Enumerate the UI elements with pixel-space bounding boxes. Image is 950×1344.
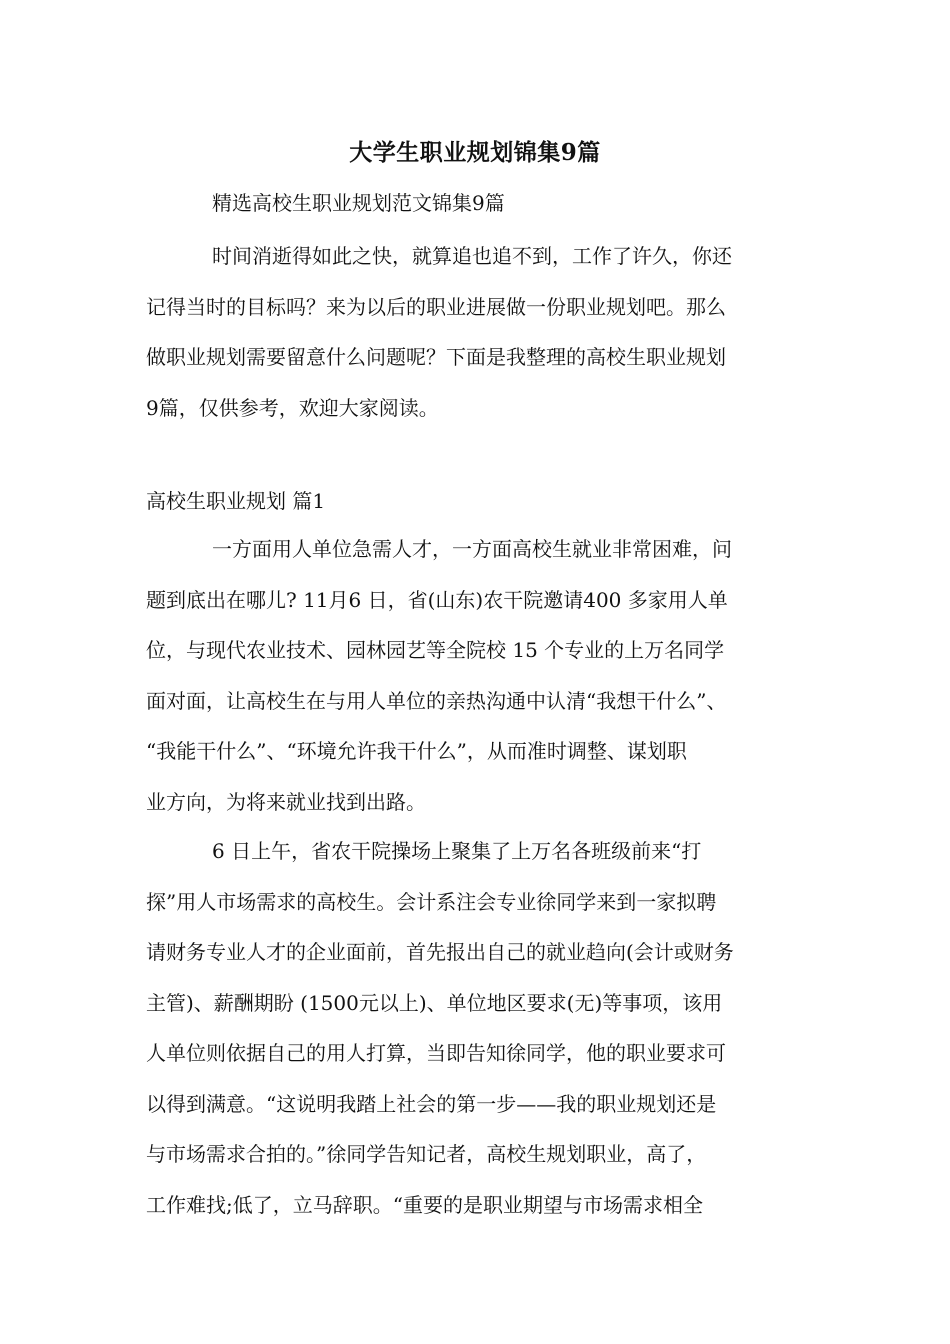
section-heading: 高校生职业规划 篇1	[146, 489, 326, 513]
paragraph-line: 探”用人市场需求的高校生。会计系注会专业徐同学来到一家拟聘	[146, 889, 717, 914]
paragraph-line: 工作难找;低了，立马辞职。“重要的是职业期望与市场需求相全	[146, 1192, 703, 1217]
paragraph-line: 以得到满意。“这说明我踏上社会的第一步——我的职业规划还是	[146, 1091, 717, 1116]
paragraph-line: 6 日上午，省农干院操场上聚集了上万名各班级前来“打	[212, 839, 702, 863]
document-title: 大学生职业规划锦集9篇	[349, 139, 601, 166]
document-subtitle: 精选高校生职业规划范文锦集9篇	[212, 191, 505, 215]
paragraph-1	[146, 524, 732, 827]
paragraph-line: 请财务专业人才的企业面前，首先报出自己的就业趋向(会计或财务	[146, 940, 734, 964]
intro-line: 时间消逝得如此之快，就算追也追不到，工作了许久，你还	[212, 244, 732, 268]
intro-line: 做职业规划需要留意什么问题呢？下面是我整理的高校生职业规划	[146, 345, 726, 369]
paragraph-line: 人单位则依据自己的用人打算，当即告知徐同学，他的职业要求可	[146, 1041, 726, 1065]
intro-line: 9篇，仅供参考，欢迎大家阅读。	[146, 395, 439, 420]
intro-line: 记得当时的目标吗？来为以后的职业进展做一份职业规划吧。那么	[146, 294, 726, 319]
intro-paragraph	[146, 231, 732, 433]
paragraph-line: “我能干什么”、“环境允许我干什么”，从而准时调整、谋划职	[146, 739, 687, 763]
paragraph-line: 主管)、薪酬期盼 (1500元以上)、单位地区要求(无)等事项，该用	[146, 990, 723, 1015]
paragraph-line: 与市场需求合拍的。”徐同学告知记者，高校生规划职业，高了，	[146, 1142, 707, 1166]
paragraph-line: 题到底出在哪儿? 11月6 日，省(山东)农干院邀请400 多家用人单	[146, 587, 728, 612]
paragraph-line: 业方向，为将来就业找到出路。	[146, 789, 426, 814]
paragraph-line: 位，与现代农业技术、园林园艺等全院校 15 个专业的上万名同学	[146, 638, 725, 662]
paragraph-line: 面对面，让高校生在与用人单位的亲热沟通中认清“我想干什么”、	[146, 688, 727, 713]
paragraph-line: 一方面用人单位急需人才，一方面高校生就业非常困难，问	[212, 537, 732, 561]
paragraph-2	[146, 826, 734, 1230]
